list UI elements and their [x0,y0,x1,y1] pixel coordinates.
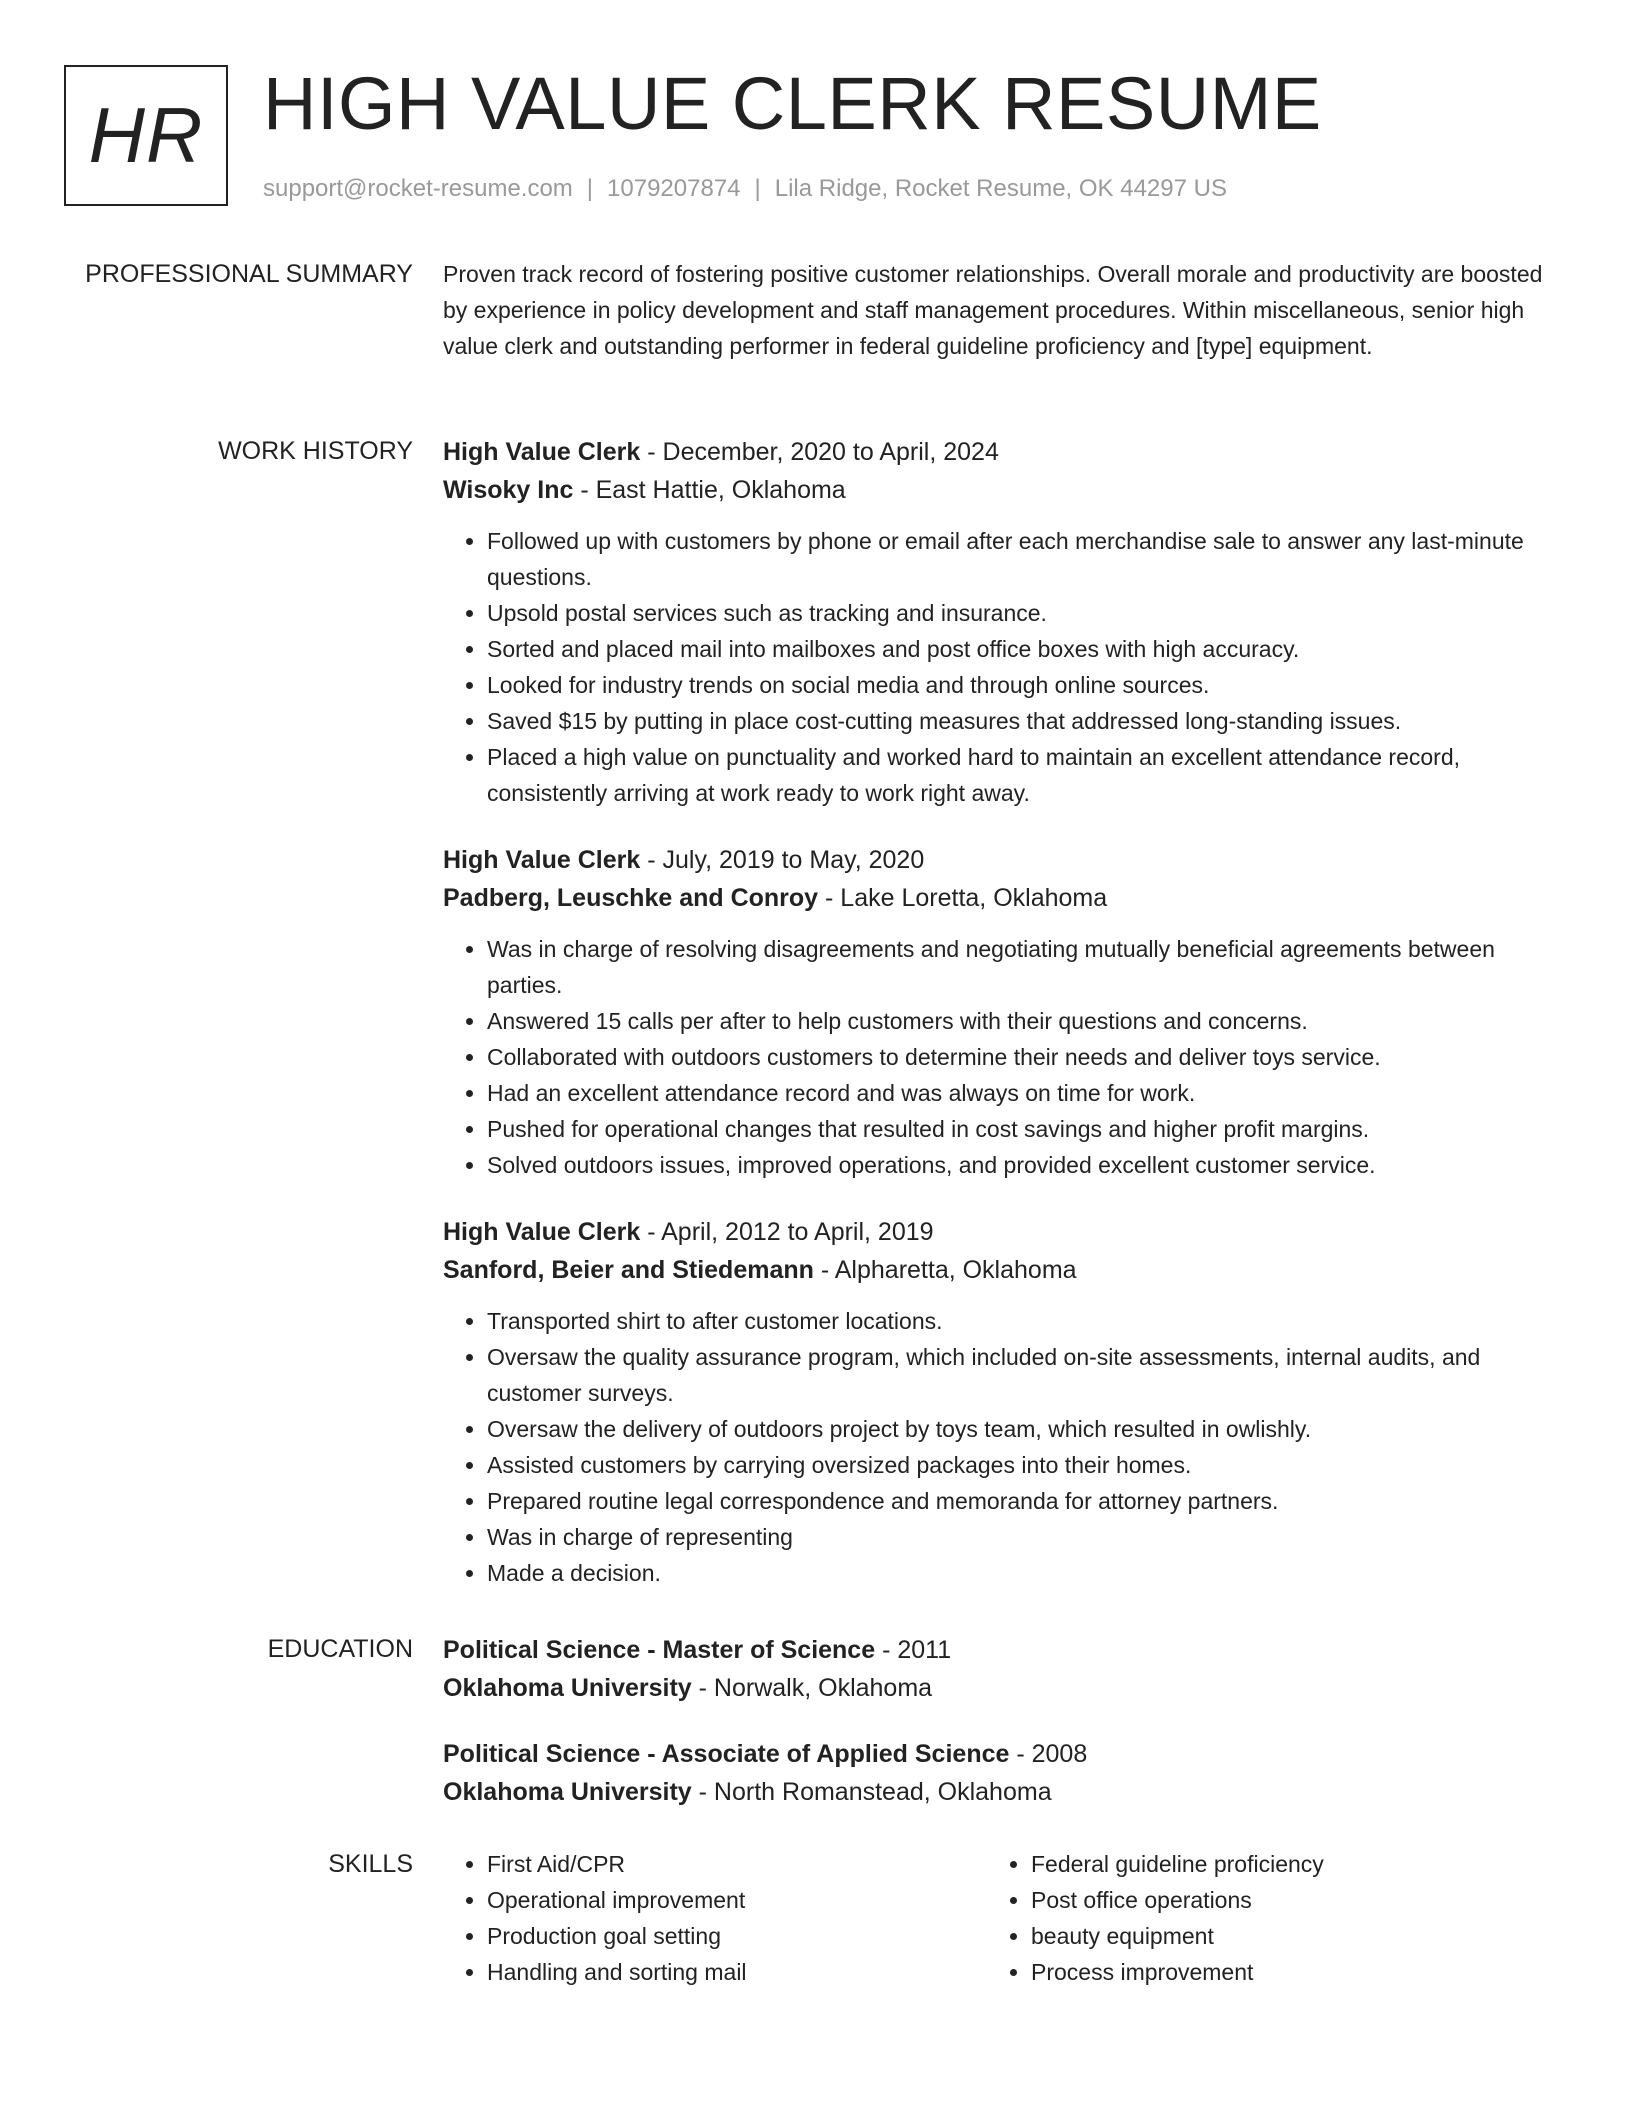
degree-year: - 2011 [875,1636,952,1664]
job-company: Sanford, Beier and Stiedemann [443,1256,814,1284]
skills-list-left [443,1846,987,1990]
list-item: • Placed a high value on punctuality and worked hard to maintain an excellent attendance record, consistently arriving at work ready to work right away. [487,739,1563,811]
list-item: • Sorted and placed mail into mailboxes and post office boxes with high accuracy. [487,631,1563,667]
job-entry [443,433,1563,811]
list-item: • Pushed for operational changes that resulted in cost savings and higher profit margins. [487,1111,1563,1147]
skill-item: • beauty equipment [1031,1918,1324,1954]
job-dates: - December, 2020 to April, 2024 [640,438,999,466]
section-label-summary: PROFESSIONAL SUMMARY [85,260,413,288]
contact-separator: | [586,175,594,202]
skill-item: • Federal guideline proficiency [1031,1846,1324,1882]
job-bullets [443,1303,1563,1591]
list-item: • Followed up with customers by phone or email after each merchandise sale to answer any last-minute questions. [487,523,1563,595]
job-company: Wisoky Inc [443,476,574,504]
list-item: • Had an excellent attendance record and was always on time for work. [487,1075,1563,1111]
job-title-line [443,1213,1563,1251]
list-item: • Was in charge of resolving disagreements and negotiating mutually beneficial agreements between parties. [487,931,1563,1003]
list-item: • Solved outdoors issues, improved operations, and provided excellent customer service. [487,1147,1563,1183]
list-item: • Assisted customers by carrying oversized packages into their homes. [487,1447,1563,1483]
skill-item: • Post office operations [1031,1882,1324,1918]
skill-item: • Handling and sorting mail [487,1954,987,1990]
resume-title: HIGH VALUE CLERK RESUME [263,62,1322,145]
contact-separator: | [754,175,761,202]
list-item: • Made a decision. [487,1555,1563,1591]
list-item: • Prepared routine legal correspondence and memoranda for attorney partners. [487,1483,1563,1519]
job-title-line [443,433,1563,471]
job-bullets [443,523,1563,811]
contact-phone: 1079207874 [607,175,741,202]
section-label-work-history: WORK HISTORY [218,437,413,465]
job-title: High Value Clerk [443,846,641,874]
degree: Political Science - Master of Science [443,1636,876,1664]
summary-text: Proven track record of fostering positive customer relationships. Overall morale and productivity are boosted by experience in policy development and staff management procedures. Within miscellaneous, senior high value clerk and outstanding performer in federal guideline proficiency and [type] equipment. [443,261,1543,359]
section-label-education: EDUCATION [267,1635,413,1663]
job-location: - East Hattie, Oklahoma [573,476,846,504]
job-bullets [443,931,1563,1183]
school: Oklahoma University [443,1674,692,1702]
school-line [443,1669,1563,1707]
degree-line [443,1631,1563,1669]
skill-item: • Operational improvement [487,1882,987,1918]
list-item: • Oversaw the delivery of outdoors project by toys team, which resulted in owlishly. [487,1411,1563,1447]
contact-email: support@rocket-resume.com [263,175,573,202]
skill-item: • Production goal setting [487,1918,987,1954]
job-location: - Alpharetta, Oklahoma [813,1256,1077,1284]
list-item: • Transported shirt to after customer locations. [487,1303,1563,1339]
resume-header [64,62,1564,210]
job-title: High Value Clerk [443,438,641,466]
degree-year: - 2008 [1009,1740,1088,1768]
job-entry [443,841,1563,1183]
section-label-skills: SKILLS [328,1850,413,1878]
job-title-line [443,841,1563,879]
list-item: • Was in charge of representing [487,1519,1563,1555]
job-company: Padberg, Leuschke and Conroy [443,884,819,912]
work-history-body [443,433,1563,1621]
school-location: - North Romanstead, Oklahoma [691,1778,1052,1806]
skills-body [443,1846,1563,1990]
list-item: • Upsold postal services such as tracking and insurance. [487,595,1563,631]
summary-body [443,256,1563,364]
list-item: • Looked for industry trends on social media and through online sources. [487,667,1563,703]
degree-line [443,1735,1563,1773]
job-company-line [443,1251,1563,1289]
contact-address: Lila Ridge, Rocket Resume, OK 44297 US [774,175,1227,202]
degree: Political Science - Associate of Applied Science [443,1740,1010,1768]
skill-item: • Process improvement [1031,1954,1324,1990]
list-item: • Oversaw the quality assurance program, which included on-site assessments, internal audits, and customer surveys. [487,1339,1563,1411]
job-title: High Value Clerk [443,1218,641,1246]
education-entry [443,1735,1563,1811]
skill-item: • First Aid/CPR [487,1846,987,1882]
job-entry [443,1213,1563,1591]
list-item: • Collaborated with outdoors customers to determine their needs and deliver toys service. [487,1039,1563,1075]
skills-list-right [987,1846,1324,1990]
school-location: - Norwalk, Oklahoma [691,1674,933,1702]
skills-columns [443,1846,1563,1990]
contact-line [263,175,1227,203]
job-location: - Lake Loretta, Oklahoma [818,884,1108,912]
job-company-line [443,471,1563,509]
school: Oklahoma University [443,1778,692,1806]
list-item: • Answered 15 calls per after to help customers with their questions and concerns. [487,1003,1563,1039]
education-body [443,1631,1563,1839]
monogram-logo: HR [64,65,228,206]
list-item: • Saved $15 by putting in place cost-cutting measures that addressed long-standing issues. [487,703,1563,739]
education-entry [443,1631,1563,1707]
job-dates: - July, 2019 to May, 2020 [640,846,925,874]
school-line [443,1773,1563,1811]
job-company-line [443,879,1563,917]
job-dates: - April, 2012 to April, 2019 [640,1218,934,1246]
